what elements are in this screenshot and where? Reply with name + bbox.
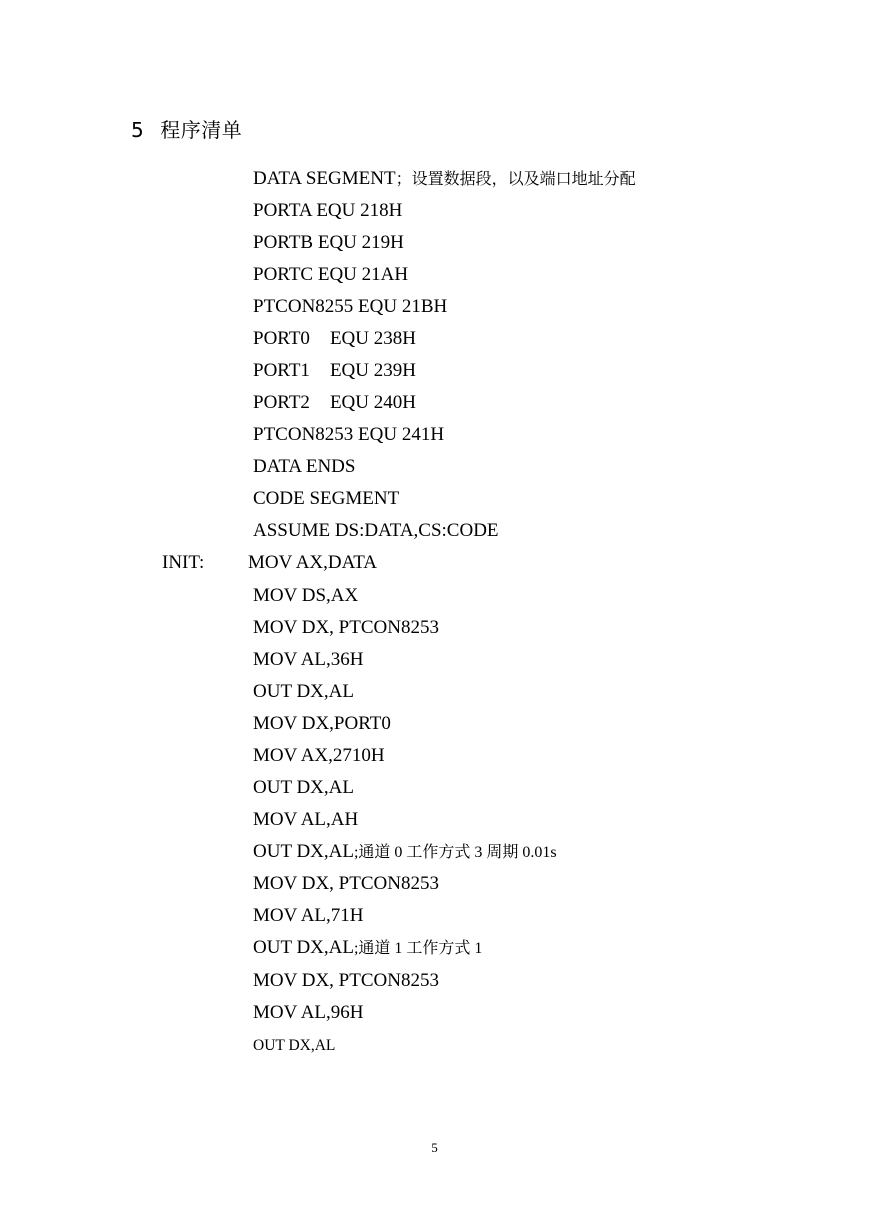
section-number: 5	[131, 118, 145, 142]
code-line: PORTB EQU 219H	[253, 232, 404, 253]
code-line: MOV AL,96H	[253, 1002, 364, 1023]
code-line: CODE SEGMENT	[253, 488, 400, 509]
code-line: OUT DX,AL	[253, 681, 354, 702]
code-line: PORTA EQU 218H	[253, 200, 403, 221]
code-line: DATA ENDS	[253, 456, 356, 477]
code-line: OUT DX,AL	[253, 777, 354, 798]
code-line: DATA SEGMENT；设置数据段，以及端口地址分配	[253, 168, 636, 189]
section-title: 程序清单	[160, 118, 243, 142]
code-line: MOV DX, PTCON8253	[253, 617, 439, 638]
page-number: 5	[431, 1140, 438, 1155]
code-comment: ;通道 0 工作方式 3 周期 0.01s	[353, 844, 557, 861]
code-line: ASSUME DS:DATA,CS:CODE	[253, 520, 499, 541]
code-line: MOV DX,PORT0	[253, 713, 391, 734]
code-line: MOV DX, PTCON8253	[253, 873, 439, 894]
code-line: OUT DX,AL;通道 0 工作方式 3 周期 0.01s	[253, 841, 557, 862]
code-line: OUT DX,AL	[253, 1037, 336, 1054]
code-line: MOV DS,AX	[253, 585, 359, 606]
code-line: MOV AL,36H	[253, 649, 364, 670]
code-line: PORT1 EQU 239H	[253, 360, 416, 381]
code-line: MOV AX,2710H	[253, 745, 385, 766]
code-label: INIT:	[162, 552, 205, 573]
code-comment: ;通道 1 工作方式 1	[353, 940, 483, 957]
code-line: PORTC EQU 21AH	[253, 264, 409, 285]
code-line: PORT0 EQU 238H	[253, 328, 416, 349]
section-heading	[131, 114, 242, 143]
code-comment: ；设置数据段，以及端口地址分配	[395, 171, 636, 188]
code-line: MOV AX,DATA	[248, 552, 378, 573]
code-line: MOV AL,AH	[253, 809, 359, 830]
code-line: PTCON8255 EQU 21BH	[253, 296, 448, 317]
code-line: OUT DX,AL;通道 1 工作方式 1	[253, 937, 483, 958]
code-line: PORT2 EQU 240H	[253, 392, 416, 413]
code-line: PTCON8253 EQU 241H	[253, 424, 445, 445]
code-line: MOV DX, PTCON8253	[253, 970, 439, 991]
code-line: MOV AL,71H	[253, 905, 364, 926]
